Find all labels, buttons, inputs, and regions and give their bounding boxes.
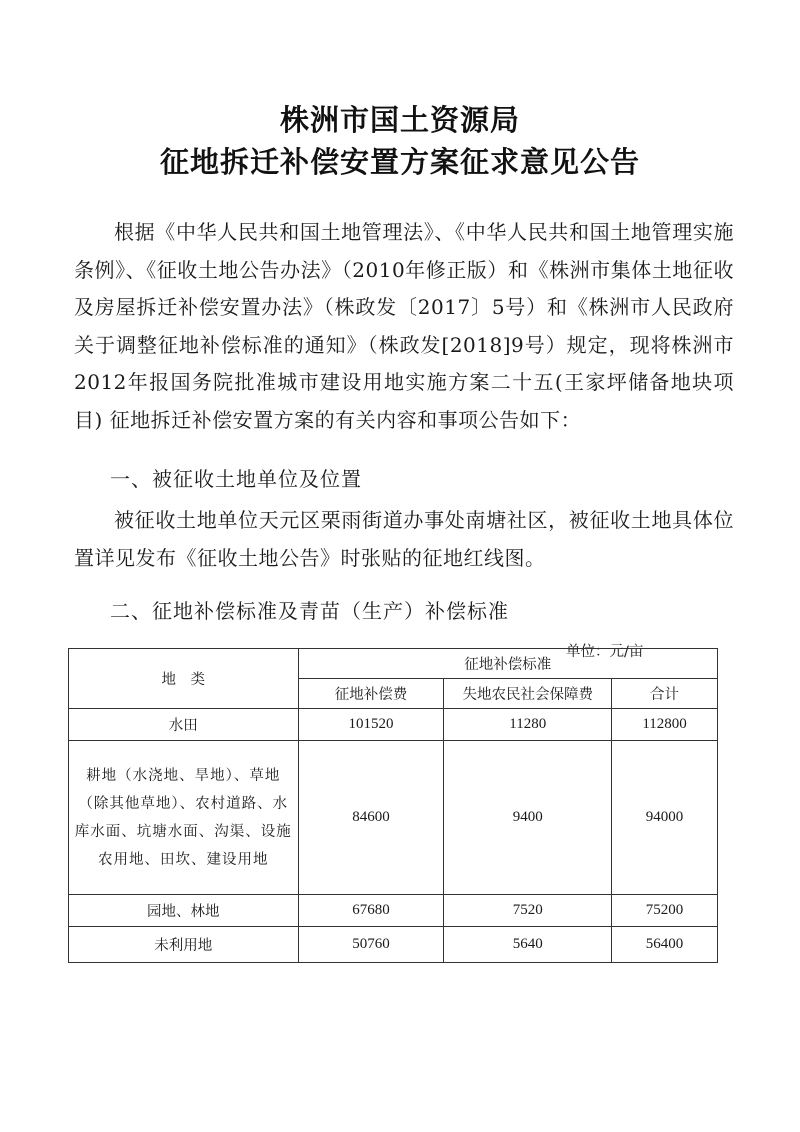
table-row bbox=[69, 895, 718, 927]
row-compensation: 101520 bbox=[298, 709, 444, 741]
row-social-security: 9400 bbox=[444, 741, 612, 895]
section1-paragraph: 被征收土地单位天元区栗雨街道办事处南塘社区，被征收土地具体位置详见发布《征收土地公告》时张贴的征地红线图。 bbox=[74, 508, 734, 570]
row-social-security: 7520 bbox=[444, 895, 612, 927]
row-social-security: 5640 bbox=[444, 927, 612, 963]
row-compensation: 50760 bbox=[298, 927, 444, 963]
row-total: 75200 bbox=[612, 895, 718, 927]
document-title-line2: 征地拆迁补偿安置方案征求意见公告 bbox=[159, 145, 640, 179]
compensation-table bbox=[68, 648, 718, 963]
row-compensation: 67680 bbox=[298, 895, 444, 927]
section1-heading: 一、被征收土地单位及位置 bbox=[110, 467, 362, 491]
section2-heading: 二、征地补偿标准及青苗（生产）补偿标准 bbox=[110, 599, 509, 623]
unit-note: 单位：元/亩 bbox=[566, 644, 644, 660]
header-category: 地 类 bbox=[69, 649, 299, 709]
table-header-row bbox=[69, 649, 718, 679]
intro-paragraph: 根据《中华人民共和国土地管理法》、《中华人民共和国土地管理实施条例》、《征收土地公告办法》（2010年修正版）和《株洲市集体土地征收及房屋拆迁补偿安置办法》（株政发〔2017〕5号）和《株洲市人民政府关于调整征地补偿标准的通知》（株政发[2018]9号）规定，现将株洲市2012年报国务院批准城市建设用地实施方案二十五(王家坪储备地块项目) 征地拆迁补偿安置方案的有关内容和事项公告如下： bbox=[74, 220, 734, 432]
row-total: 94000 bbox=[612, 741, 718, 895]
row-category: 园地、林地 bbox=[69, 895, 299, 927]
header-compensation: 征地补偿费 bbox=[298, 679, 444, 709]
row-category: 耕地（水浇地、旱地）、草地（除其他草地）、农村道路、水库水面、坑塘水面、沟渠、设施农用地、田坎、建设用地 bbox=[69, 741, 299, 895]
document-title-line1: 株洲市国土资源局 bbox=[279, 103, 520, 137]
table-row bbox=[69, 927, 718, 963]
row-category: 水田 bbox=[69, 709, 299, 741]
row-total: 112800 bbox=[612, 709, 718, 741]
header-total: 合计 bbox=[612, 679, 718, 709]
table-row bbox=[69, 741, 718, 895]
row-compensation: 84600 bbox=[298, 741, 444, 895]
table-row bbox=[69, 709, 718, 741]
row-category: 未利用地 bbox=[69, 927, 299, 963]
header-social-security: 失地农民社会保障费 bbox=[444, 679, 612, 709]
row-social-security: 11280 bbox=[444, 709, 612, 741]
row-total: 56400 bbox=[612, 927, 718, 963]
header-group: 征地补偿标准 bbox=[298, 649, 717, 679]
